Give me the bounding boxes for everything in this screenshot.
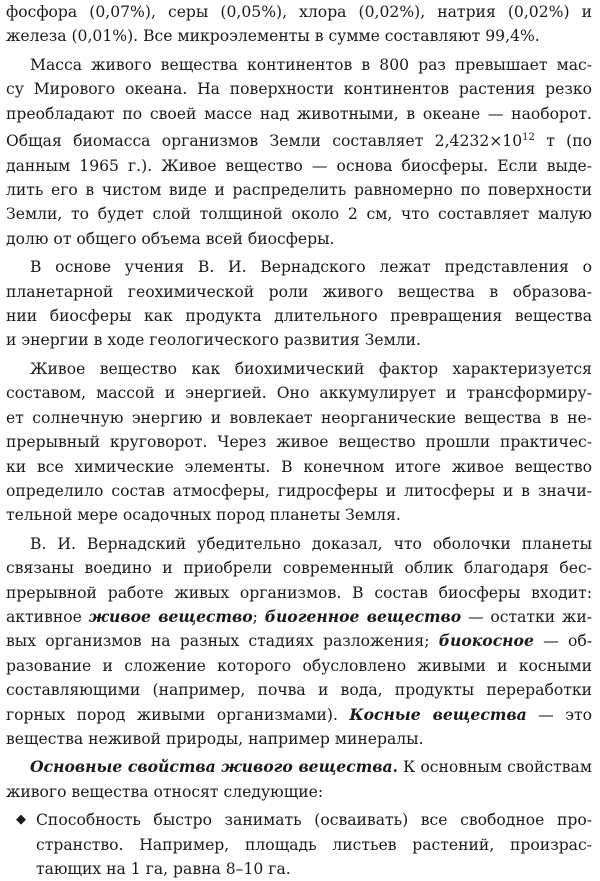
superscript: 12 — [522, 132, 535, 144]
section-heading-inline: Основные свойства живого вещества. — [30, 757, 398, 777]
paragraph-4 — [6, 532, 592, 752]
text-line: Масса живого вещества континентов в 800 раз превышает мас- — [30, 55, 592, 74]
text-line: разование и сложение которого обусловлено живыми и косными — [6, 656, 592, 675]
text-fragment: — это — [526, 705, 593, 724]
paragraph-0 — [6, 0, 592, 49]
text-line: связаны воедино и приобрели современный облик благодаря бес- — [6, 559, 592, 578]
text-line: ки все химические элементы. В конечном итоге живое вещество — [6, 457, 592, 476]
text-line: и энергии в ходе геологического развития Земли. — [6, 331, 421, 350]
text-fragment: — остатки жи- — [461, 607, 592, 626]
text-line: тельной мере осадочных пород планеты Земля. — [6, 506, 401, 525]
text-line: В. И. Вернадский убедительно доказал, что оболочки планеты — [30, 534, 592, 553]
text-line — [6, 126, 592, 154]
diamond-bullet-icon: ◆ — [16, 812, 26, 828]
text-fragment: вых организмов на разных стадиях разложения; — [6, 632, 439, 651]
text-line — [6, 605, 592, 629]
text-fragment: активное — [6, 607, 89, 626]
paragraph-3 — [6, 357, 592, 528]
text-line — [6, 703, 592, 727]
text-line — [6, 755, 592, 779]
text-fragment: К основным свойствам — [397, 758, 592, 777]
text-line: В основе учения В. И. Вернадского лежат представления о — [30, 258, 592, 277]
term-biogenic-matter: биогенное вещество — [264, 606, 462, 626]
text-line: лить его в чистом виде и распределить равномерно по поверхности — [6, 181, 592, 200]
text-fragment: т (по — [534, 132, 593, 151]
text-line: су Мирового океана. На поверхности континентов растения резко — [6, 80, 592, 99]
text-line: определило состав атмосферы, гидросферы и литосферы и в значи- — [6, 481, 592, 500]
term-inert-matter: Косные вещества — [349, 704, 527, 724]
text-line: составляющими (например, почва и вода, продукты переработки — [6, 681, 592, 700]
text-line: тающих на 1 га, равна 8–10 га. — [36, 860, 291, 878]
text-line: нии биосферы как продукта длительного превращения вещества — [6, 307, 592, 326]
text-line: вещества неживой природы, например минералы. — [6, 729, 424, 748]
paragraph-2 — [6, 255, 592, 353]
text-line: ет солнечную энергию и вовлекает неорганические вещества в не- — [6, 408, 592, 427]
text-fragment: — об- — [533, 632, 592, 651]
bullet-item — [6, 808, 592, 881]
text-line: Земли, то будет слой толщиной около 2 см, что составляет малую — [6, 205, 592, 224]
text-line: железа (0,01%). Все микроэлементы в сумме составляют 99,4%. — [6, 27, 540, 46]
text-fragment: ; — [252, 607, 265, 626]
text-line: преобладают по своей массе над животными, в океане — наоборот. — [6, 104, 592, 123]
text-line: странство. Например, площадь листьев растений, произрас- — [36, 835, 592, 854]
text-line: составом, массой и энергией. Оно аккумулирует и трансформиру- — [6, 384, 592, 403]
text-line: планетарной геохимической роли живого вещества в образова- — [6, 282, 592, 301]
text-line — [6, 629, 592, 653]
term-living-matter: живое вещество — [88, 606, 253, 626]
text-fragment: Общая биомасса организмов Земли составляет 2,4232×10 — [6, 132, 523, 151]
text-line: прерывной работе живых организмов. В состав биосферы входит: — [6, 583, 592, 602]
paragraph-1 — [6, 53, 592, 251]
text-line: Живое вещество как биохимический фактор характеризуется — [30, 359, 592, 378]
paragraph-5 — [6, 755, 592, 804]
text-line: данным 1965 г.). Живое вещество — основа биосферы. Если выде- — [6, 156, 592, 175]
text-line: фосфора (0,07%), серы (0,05%), хлора (0,02%), натрия (0,02%) и — [6, 3, 592, 21]
text-line: прерывный круговорот. Через живое вещество прошли практичес- — [6, 433, 592, 452]
text-line: живого вещества относят следующие: — [6, 782, 324, 801]
text-line: долю от общего объема всей биосферы. — [6, 229, 335, 248]
text-fragment: горных пород живыми организмами). — [6, 705, 350, 724]
text-line: Способность быстро занимать (осваивать) все свободное про- — [36, 811, 592, 830]
term-bioinert: биокосное — [438, 631, 534, 651]
